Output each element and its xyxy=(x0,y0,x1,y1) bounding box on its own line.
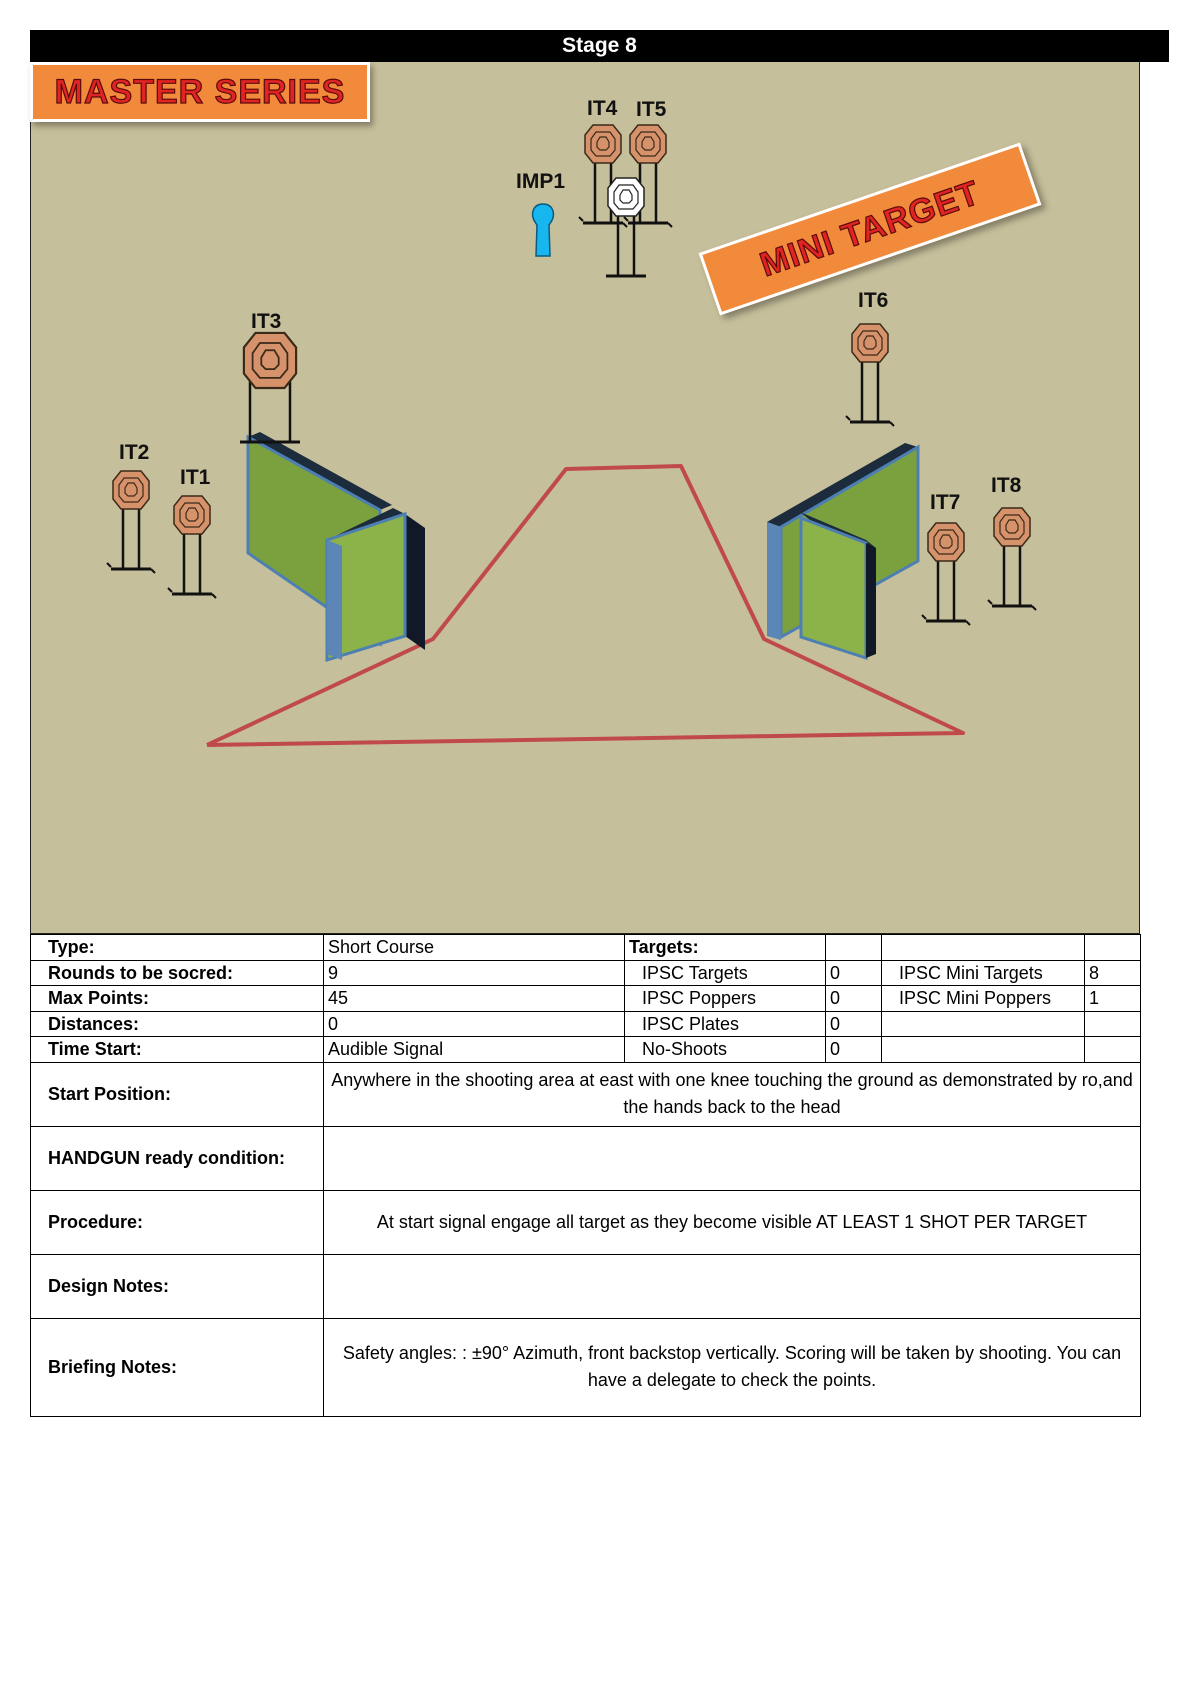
row-rounds xyxy=(31,960,1141,986)
label-it6: IT6 xyxy=(858,289,889,312)
right-wall xyxy=(767,443,918,658)
master-series-badge xyxy=(30,62,370,122)
targets-label: Targets: xyxy=(625,935,826,961)
design-label: Design Notes: xyxy=(31,1254,324,1318)
row-design xyxy=(31,1254,1141,1318)
stage-title: Stage 8 xyxy=(30,30,1169,62)
time-start-label: Time Start: xyxy=(31,1037,324,1063)
procedure-label: Procedure: xyxy=(31,1190,324,1254)
label-it5: IT5 xyxy=(636,98,667,121)
label-imp1: IMP1 xyxy=(516,170,566,193)
target-it2 xyxy=(107,471,155,573)
target-it3 xyxy=(240,333,300,442)
row-briefing xyxy=(31,1318,1141,1416)
start-position-label: Start Position: xyxy=(31,1062,324,1126)
no-shoots-value: 0 xyxy=(826,1037,882,1063)
ipsc-targets-label: IPSC Targets xyxy=(625,960,826,986)
ipsc-plates-label: IPSC Plates xyxy=(625,1011,826,1037)
label-it3: IT3 xyxy=(251,310,282,333)
target-it6 xyxy=(846,324,894,426)
handgun-value xyxy=(324,1126,1141,1190)
row-distances xyxy=(31,1011,1141,1037)
ipsc-targets-value: 0 xyxy=(826,960,882,986)
no-shoots-label: No-Shoots xyxy=(625,1037,826,1063)
design-value xyxy=(324,1254,1141,1318)
rounds-label: Rounds to be socred: xyxy=(31,960,324,986)
popper-imp1 xyxy=(533,204,554,256)
rounds-value: 9 xyxy=(324,960,625,986)
briefing-value: Safety angles: : ±90° Azimuth, front backstop vertically. Scoring will be taken by shooting. You can have a delegate to check the points. xyxy=(324,1318,1141,1416)
label-it8: IT8 xyxy=(991,474,1022,497)
briefing-label: Briefing Notes: xyxy=(31,1318,324,1416)
target-it8 xyxy=(988,508,1036,610)
mini-poppers-value: 1 xyxy=(1085,986,1141,1012)
distances-label: Distances: xyxy=(31,1011,324,1037)
target-it7 xyxy=(922,523,970,625)
label-it2: IT2 xyxy=(119,441,150,464)
max-points-value: 45 xyxy=(324,986,625,1012)
type-value: Short Course xyxy=(324,935,625,961)
ipsc-plates-value: 0 xyxy=(826,1011,882,1037)
row-max-points xyxy=(31,986,1141,1012)
time-start-value: Audible Signal xyxy=(324,1037,625,1063)
label-it1: IT1 xyxy=(180,466,211,489)
procedure-value: At start signal engage all target as they become visible AT LEAST 1 SHOT PER TARGET xyxy=(324,1190,1141,1254)
mini-targets-label: IPSC Mini Targets xyxy=(882,960,1085,986)
stage-info-table xyxy=(30,934,1141,1417)
left-wall xyxy=(248,432,425,660)
label-it4: IT4 xyxy=(587,97,618,120)
start-position-value: Anywhere in the shooting area at east with one knee touching the ground as demonstrated by ro,and the hands back to the head xyxy=(324,1062,1141,1126)
distances-value: 0 xyxy=(324,1011,625,1037)
target-it1 xyxy=(168,496,216,598)
max-points-label: Max Points: xyxy=(31,986,324,1012)
row-type xyxy=(31,935,1141,961)
row-handgun xyxy=(31,1126,1141,1190)
master-series-text: MASTER SERIES xyxy=(54,72,346,111)
ipsc-poppers-value: 0 xyxy=(826,986,882,1012)
row-start-position xyxy=(31,1062,1141,1126)
type-label: Type: xyxy=(31,935,324,961)
ipsc-poppers-label: IPSC Poppers xyxy=(625,986,826,1012)
mini-target-text: MINI TARGET xyxy=(755,173,985,284)
label-it7: IT7 xyxy=(930,491,961,514)
handgun-label: HANDGUN ready condition: xyxy=(31,1126,324,1190)
mini-targets-value: 8 xyxy=(1085,960,1141,986)
row-time-start xyxy=(31,1037,1141,1063)
mini-poppers-label: IPSC Mini Poppers xyxy=(882,986,1085,1012)
row-procedure xyxy=(31,1190,1141,1254)
